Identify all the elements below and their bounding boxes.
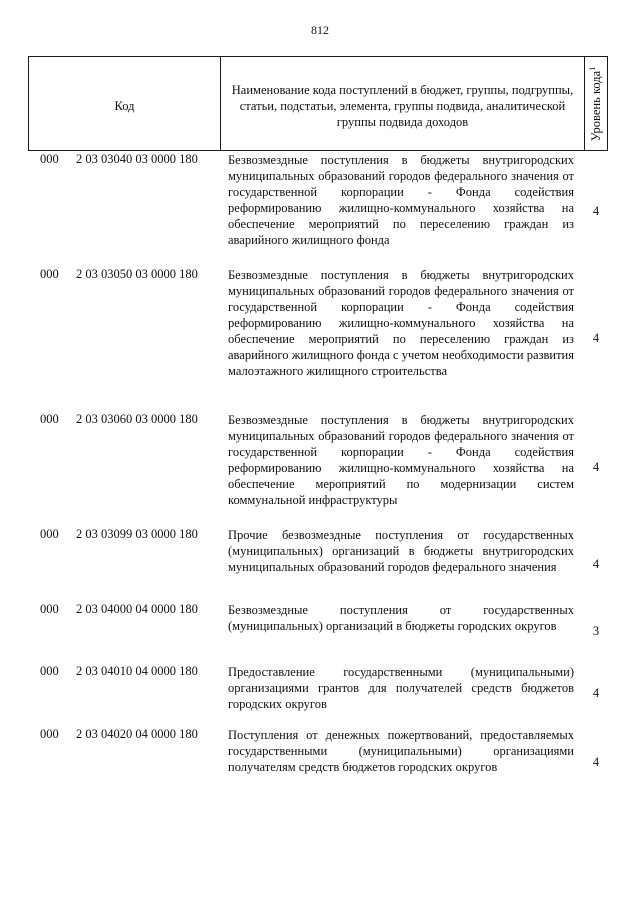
row-admin-code: 000 xyxy=(40,727,59,741)
row-admin-code: 000 xyxy=(40,412,59,426)
row-code: 2 03 04010 04 0000 180 xyxy=(76,664,198,678)
row-level: 4 xyxy=(592,557,600,571)
row-code: 2 03 03099 03 0000 180 xyxy=(76,527,198,541)
row-admin-code: 000 xyxy=(40,267,59,281)
row-level: 4 xyxy=(592,460,600,474)
row-name: Поступления от денежных пожертвований, предоставляемых государственными (муниципальными) организациями получателям средств бюджетов городских округов xyxy=(228,728,574,774)
row-admin-code: 000 xyxy=(40,602,59,616)
row-admin-code: 000 xyxy=(40,664,59,678)
row-name: Безвозмездные поступления от государственных (муниципальных) организаций в бюджеты городских округов xyxy=(228,603,574,633)
row-admin-code: 000 xyxy=(40,527,59,541)
row-level: 4 xyxy=(592,755,600,769)
header-level-footnote: 1 xyxy=(587,66,597,71)
row-level: 4 xyxy=(592,204,600,218)
row-name: Безвозмездные поступления в бюджеты внутригородских муниципальных образований городов федерального значения от государственной корпорации - Фонда содействия реформированию жилищно-коммунального хозяйства на обеспечение мероприятий по модернизации систем коммунальной инфраструктуры xyxy=(228,413,574,507)
row-code: 2 03 03060 03 0000 180 xyxy=(76,412,198,426)
row-name: Безвозмездные поступления в бюджеты внутригородских муниципальных образований городов федерального значения от государственной корпорации - Фонда содействия реформированию жилищно-коммунального хозяйства на обеспечение мероприятий по переселению граждан из аварийного жилищного фонда с учетом необходимости развития малоэтажного жилищного строительства xyxy=(228,268,574,378)
row-code: 2 03 04020 04 0000 180 xyxy=(76,727,198,741)
table-header xyxy=(28,56,608,151)
header-level-text xyxy=(588,67,604,141)
row-level: 4 xyxy=(592,331,600,345)
row-level: 3 xyxy=(592,624,600,638)
page-number: 812 xyxy=(311,23,329,37)
header-level xyxy=(585,57,607,150)
row-level: 4 xyxy=(592,686,600,700)
row-name: Прочие безвозмездные поступления от государственных (муниципальных) организаций в бюджеты внутригородских муниципальных образований городов федерального значения xyxy=(228,528,574,574)
header-code: Код xyxy=(29,57,221,150)
header-level-label: Уровень кода xyxy=(589,70,604,142)
header-name: Наименование кода поступлений в бюджет, группы, подгруппы, статьи, подстатьи, элемента, группы подвида, аналитической группы подвида доходов xyxy=(221,57,585,150)
row-admin-code: 000 xyxy=(40,152,59,166)
row-code: 2 03 04000 04 0000 180 xyxy=(76,602,198,616)
row-code: 2 03 03050 03 0000 180 xyxy=(76,267,198,281)
row-name: Предоставление государственными (муниципальными) организациями грантов для получателей средств бюджетов городских округов xyxy=(228,665,574,711)
row-code: 2 03 03040 03 0000 180 xyxy=(76,152,198,166)
row-name: Безвозмездные поступления в бюджеты внутригородских муниципальных образований городов федерального значения от государственной корпорации - Фонда содействия реформированию жилищно-коммунального хозяйства на обеспечение мероприятий по переселению граждан из аварийного жилищного фонда xyxy=(228,153,574,247)
